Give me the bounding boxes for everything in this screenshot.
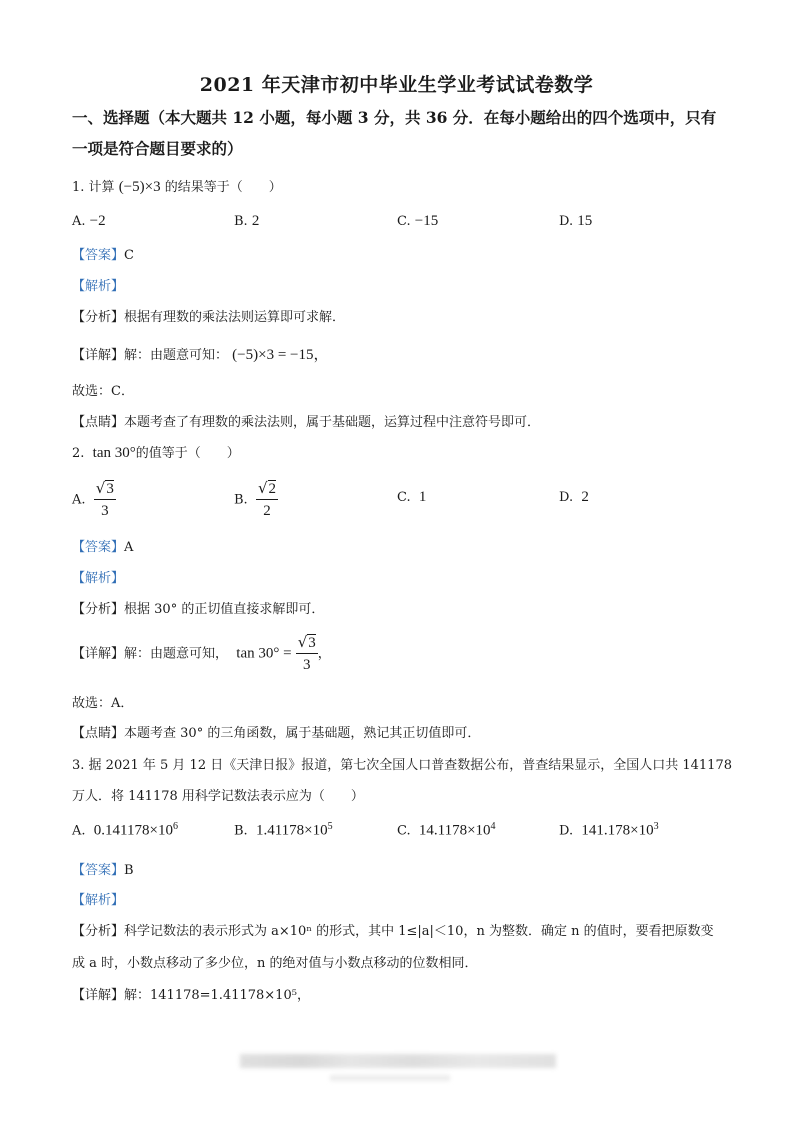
q3-option-a: A. $0.141178\times 10^6$ [72,821,178,839]
page-title: 2021 年天津市初中毕业生学业考试试卷数学 [199,74,594,96]
q2-option-c: C. 1 [397,489,427,505]
q3-option-d: D. $141.178\times 10^3$ [559,821,659,839]
q1-option-d: D. 15 [559,213,593,229]
q1-stem [72,176,282,196]
q1-option-b: B. 2 [234,213,260,229]
q1-choose: 故选：C． [72,384,134,399]
q2-comment: 【点睛】本题考查 30° 的三角函数，属于基础题，熟记其正切值即可． [72,726,481,741]
q2-detail: 【详解】解：由题意可知， tan 30° = $\frac{√3}{3}$ ， [72,632,331,676]
q2-stem-expression: tan 30° [92,445,136,461]
q2-option-b: B. $\frac{√2}{2}$ [234,478,278,522]
q1-analysis-tag: 【解析】 [72,279,125,294]
q2-fenxi: 【分析】根据 30° 的正切值直接求解即可． [72,602,325,617]
q3-stem-line1: 3. 据 2021 年 5 月 12 日《天津日报》报道，第七次全国人口普查数据公布，普查结果显示，全国人口共 141178 [72,758,732,773]
q2-option-b-fraction: $\frac{√2}{2}$ [257,479,277,519]
q1-stem-prefix: 1. 计算 [72,180,115,195]
q3-option-b: B. $1.41178\times 10^5$ [234,821,333,839]
q3-option-c: C. $14.1178\times 10^4$ [397,821,496,839]
q2-choose: 故选：A． [72,696,134,711]
q1-fenxi: 【分析】根据有理数的乘法法则运算即可求解． [72,310,346,325]
q1-stem-expression: (−5)×3 [118,179,161,195]
q1-option-a: A. −2 [72,213,106,229]
q2-option-a-fraction: $\frac{√3}{3}$ [95,479,114,519]
q3-detail: 【详解】解：141178=1.41178×10⁵， [72,988,310,1003]
q2-detail-fraction: $\frac{√3}{3}$ [297,633,316,673]
section-heading-line2: 一项是符合题目要求的） [72,139,243,158]
q1-stem-suffix: 的结果等于（ ） [164,180,282,195]
q3-fenxi-line2: 成 a 时，小数点移动了多少位，n 的绝对值与小数点移动的位数相同． [72,956,478,971]
blurred-footer-watermark [240,1054,556,1068]
blurred-footer-watermark-sub [330,1075,450,1081]
q1-detail: 【详解】解：由题意可知： (−5)×3 = −15， [72,347,329,363]
q2-answer: 【答案】A [72,540,134,555]
q3-answer: 【答案】B [72,863,134,878]
q2-option-d: D. 2 [559,489,589,505]
q3-analysis-tag: 【解析】 [72,893,125,908]
section-heading-line1: 一、选择题（本大题共 12 小题，每小题 3 分，共 36 分．在每小题给出的四个选项中，只有 [72,108,717,127]
q1-answer: 【答案】C [72,248,134,263]
q1-option-c: C. −15 [397,213,439,229]
q2-option-a: A. $\frac{√3}{3}$ [72,478,116,522]
q1-comment: 【点睛】本题考查了有理数的乘法法则，属于基础题，运算过程中注意符号即可． [72,415,541,430]
q2-analysis-tag: 【解析】 [72,571,125,586]
q3-fenxi-line1: 【分析】科学记数法的表示形式为 a×10ⁿ 的形式，其中 1≤|a|＜10，n 为整数．确定 n 的值时，要看把原数变 [72,924,714,939]
q3-stem-line2: 万人．将 141178 用科学记数法表示应为（ ） [72,789,364,804]
q2-stem: 2. tan 30°的值等于（ ） [72,445,240,461]
